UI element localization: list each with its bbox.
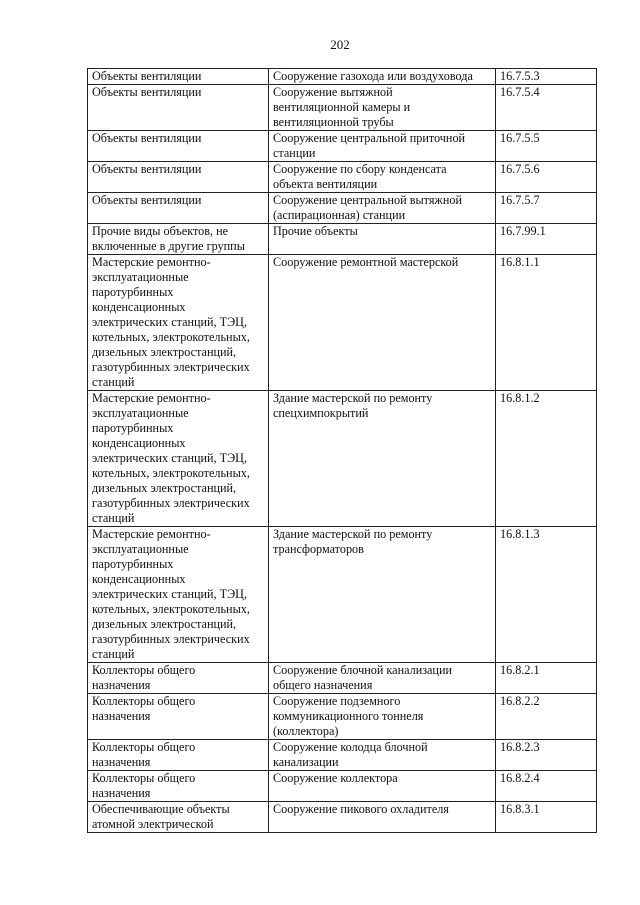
object-group-cell-line: конденсационных (92, 300, 186, 314)
object-name-cell-line: Сооружение центральной приточной (273, 131, 466, 145)
object-group-cell-line: котельных, электрокотельных, (92, 602, 250, 616)
object-group-cell-line: конденсационных (92, 436, 186, 450)
object-name-cell-line: Сооружение колодца блочной (273, 740, 428, 754)
object-group-cell-line: электрических станций, ТЭЦ, (92, 451, 248, 465)
object-group-cell-line: электрических станций, ТЭЦ, (92, 587, 248, 601)
object-name-cell-line: трансформаторов (273, 542, 364, 556)
object-code-cell: 16.7.99.1 (496, 224, 597, 255)
object-group-cell-line: конденсационных (92, 572, 186, 586)
object-code-cell: 16.8.3.1 (496, 802, 597, 833)
object-group-cell (88, 69, 269, 85)
object-name-cell (269, 69, 496, 85)
object-code-cell: 16.7.5.5 (496, 131, 597, 162)
object-group-cell-line: назначения (92, 755, 151, 769)
object-group-cell-line: эксплуатационные (92, 406, 189, 420)
object-group-cell-line: Прочие виды объектов, не (92, 224, 228, 238)
object-group-cell-line: Объекты вентиляции (92, 162, 202, 176)
object-group-cell (88, 224, 269, 255)
object-name-cell (269, 224, 496, 255)
object-group-cell-line: паротурбинных (92, 421, 174, 435)
object-group-cell-line: газотурбинных электрических (92, 360, 250, 374)
object-name-cell-line: Сооружение центральной вытяжной (273, 193, 462, 207)
object-group-cell-line: газотурбинных электрических (92, 496, 250, 510)
object-group-cell-line: дизельных электростанций, (92, 481, 237, 495)
object-name-cell-line: (коллектора) (273, 724, 339, 738)
object-group-cell (88, 85, 269, 131)
page-number: 202 (330, 37, 350, 52)
table-row (88, 85, 597, 131)
object-group-cell-line: котельных, электрокотельных, (92, 330, 250, 344)
object-code-cell: 16.7.5.7 (496, 193, 597, 224)
object-name-cell (269, 694, 496, 740)
classification-table (87, 68, 597, 833)
object-code-cell: 16.8.2.3 (496, 740, 597, 771)
object-group-cell (88, 162, 269, 193)
object-name-cell-line: Сооружение по сбору конденсата (273, 162, 447, 176)
object-name-cell-line: Сооружение газохода или воздуховода (273, 69, 473, 83)
table-row (88, 224, 597, 255)
object-code-cell: 16.8.2.2 (496, 694, 597, 740)
object-group-cell (88, 193, 269, 224)
object-group-cell-line: паротурбинных (92, 285, 174, 299)
table-row (88, 391, 597, 527)
object-name-cell-line: (аспирационная) станции (273, 208, 406, 222)
object-code-cell: 16.8.1.1 (496, 255, 597, 391)
object-name-cell-line: вентиляционной трубы (273, 115, 394, 129)
table-row (88, 193, 597, 224)
object-group-cell (88, 527, 269, 663)
object-group-cell-line: Коллекторы общего (92, 740, 196, 754)
object-name-cell-line: объекта вентиляции (273, 177, 378, 191)
object-code-cell: 16.8.1.3 (496, 527, 597, 663)
object-group-cell-line: Мастерские ремонтно- (92, 391, 211, 405)
object-group-cell-line: эксплуатационные (92, 542, 189, 556)
object-name-cell-line: коммуникационного тоннеля (273, 709, 424, 723)
object-code-cell: 16.8.1.2 (496, 391, 597, 527)
object-group-cell-line: станций (92, 375, 135, 389)
object-group-cell-line: Обеспечивающие объекты (92, 802, 230, 816)
table-row (88, 694, 597, 740)
object-group-cell (88, 391, 269, 527)
object-group-cell-line: Коллекторы общего (92, 694, 196, 708)
object-group-cell-line: электрических станций, ТЭЦ, (92, 315, 248, 329)
object-name-cell-line: Сооружение подземного (273, 694, 401, 708)
object-group-cell-line: Коллекторы общего (92, 663, 196, 677)
object-group-cell (88, 694, 269, 740)
object-group-cell-line: станций (92, 647, 135, 661)
table-body (88, 69, 597, 833)
object-group-cell-line: Объекты вентиляции (92, 85, 202, 99)
table-row (88, 663, 597, 694)
object-name-cell-line: станции (273, 146, 316, 160)
object-group-cell-line: Объекты вентиляции (92, 193, 202, 207)
object-name-cell-line: канализации (273, 755, 339, 769)
object-group-cell-line: газотурбинных электрических (92, 632, 250, 646)
object-name-cell-line: Здание мастерской по ремонту (273, 527, 433, 541)
object-name-cell-line: Сооружение ремонтной мастерской (273, 255, 459, 269)
object-name-cell (269, 193, 496, 224)
object-group-cell-line: дизельных электростанций, (92, 617, 237, 631)
object-group-cell-line: назначения (92, 678, 151, 692)
object-group-cell-line: котельных, электрокотельных, (92, 466, 250, 480)
object-group-cell-line: назначения (92, 709, 151, 723)
table-row (88, 527, 597, 663)
table-row (88, 802, 597, 833)
object-name-cell (269, 162, 496, 193)
object-code-cell: 16.8.2.4 (496, 771, 597, 802)
table-row (88, 162, 597, 193)
object-name-cell-line: Здание мастерской по ремонту (273, 391, 433, 405)
object-name-cell-line: вентиляционной камеры и (273, 100, 411, 114)
object-group-cell-line: назначения (92, 786, 151, 800)
object-name-cell (269, 802, 496, 833)
object-group-cell (88, 771, 269, 802)
object-code-cell: 16.7.5.3 (496, 69, 597, 85)
object-name-cell-line: Сооружение вытяжной (273, 85, 393, 99)
object-group-cell (88, 802, 269, 833)
table-row (88, 740, 597, 771)
object-group-cell-line: Объекты вентиляции (92, 69, 202, 83)
object-group-cell-line: Коллекторы общего (92, 771, 196, 785)
object-name-cell (269, 771, 496, 802)
object-name-cell-line: Сооружение коллектора (273, 771, 398, 785)
object-name-cell (269, 131, 496, 162)
object-group-cell-line: Мастерские ремонтно- (92, 255, 211, 269)
object-name-cell (269, 391, 496, 527)
object-name-cell-line: Сооружение пикового охладителя (273, 802, 449, 816)
object-group-cell (88, 740, 269, 771)
object-code-cell: 16.8.2.1 (496, 663, 597, 694)
table-row (88, 255, 597, 391)
object-name-cell-line: Сооружение блочной канализации (273, 663, 453, 677)
object-name-cell (269, 527, 496, 663)
object-group-cell-line: Объекты вентиляции (92, 131, 202, 145)
object-name-cell (269, 740, 496, 771)
object-group-cell (88, 663, 269, 694)
object-code-cell: 16.7.5.4 (496, 85, 597, 131)
object-group-cell-line: паротурбинных (92, 557, 174, 571)
object-group-cell-line: эксплуатационные (92, 270, 189, 284)
object-group-cell-line: атомной электрической (92, 817, 214, 831)
object-name-cell-line: Прочие объекты (273, 224, 358, 238)
object-name-cell-line: общего назначения (273, 678, 373, 692)
object-group-cell-line: станций (92, 511, 135, 525)
object-group-cell-line: Мастерские ремонтно- (92, 527, 211, 541)
object-name-cell (269, 663, 496, 694)
object-group-cell-line: включенные в другие группы (92, 239, 245, 253)
object-group-cell (88, 255, 269, 391)
object-name-cell-line: спецхимпокрытий (273, 406, 369, 420)
table-row (88, 69, 597, 85)
object-name-cell (269, 85, 496, 131)
object-group-cell-line: дизельных электростанций, (92, 345, 237, 359)
object-code-cell: 16.7.5.6 (496, 162, 597, 193)
object-group-cell (88, 131, 269, 162)
object-name-cell (269, 255, 496, 391)
table-row (88, 771, 597, 802)
table-row (88, 131, 597, 162)
